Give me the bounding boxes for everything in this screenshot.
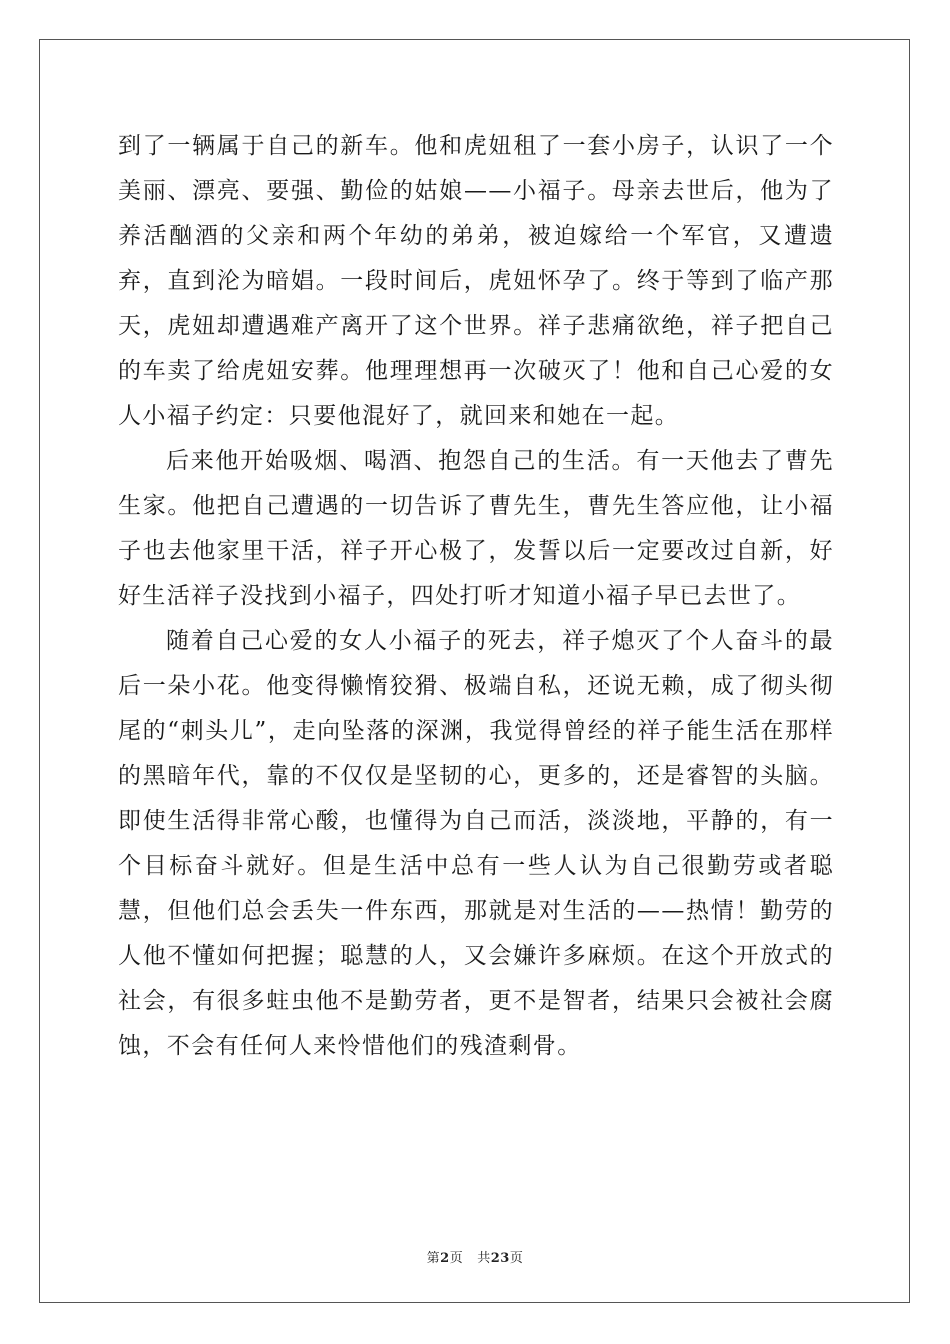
page-suffix: 页 <box>449 1251 464 1266</box>
page-prefix: 第 <box>426 1251 441 1266</box>
document-body <box>118 124 834 1069</box>
total-suffix: 页 <box>509 1251 524 1266</box>
paragraph-1: 到了一辆属于自己的新车。他和虎妞租了一套小房子，认识了一个美丽、漂亮、要强、勤俭的姑娘——小福子。母亲去世后，他为了养活酗酒的父亲和两个年幼的弟弟，被迫嫁给一个军官，又遭遗弃，直到沦为暗娼。一段时间后，虎妞怀孕了。终于等到了临产那天，虎妞却遭遇难产离开了这个世界。祥子悲痛欲绝，祥子把自己的车卖了给虎妞安葬。他理理想再一次破灭了！他和自己心爱的女人小福子约定：只要他混好了，就回来和她在一起。 <box>118 133 834 429</box>
page-footer <box>0 1247 950 1266</box>
paragraph-2: 后来他开始吸烟、喝酒、抱怨自己的生活。有一天他去了曹先生家。他把自己遭遇的一切告诉了曹先生，曹先生答应他，让小福子也去他家里干活，祥子开心极了，发誓以后一定要改过自新，好好生活祥子没找到小福子，四处打听才知道小福子早已去世了。 <box>118 448 834 609</box>
page-current-number: 2 <box>440 1251 450 1266</box>
total-prefix: 共 <box>477 1251 491 1266</box>
paragraph-3: 随着自己心爱的女人小福子的死去，祥子熄灭了个人奋斗的最后一朵小花。他变得懒惰狡猾、极端自私，还说无赖，成了彻头彻尾的“刺头儿”，走向坠落的深渊，我觉得曾经的祥子能生活在那样的黑暗年代，靠的不仅仅是坚韧的心，更多的，还是睿智的头脑。即使生活得非常心酸，也懂得为自己而活，淡淡地，平静的，有一个目标奋斗就好。但是生活中总有一些人认为自己很勤劳或者聪慧，但他们总会丢失一件东西，那就是对生活的——热情！勤劳的人他不懂如何把握；聪慧的人，又会嫌许多麻烦。在这个开放式的社会，有很多蛀虫他不是勤劳者，更不是智者，结果只会被社会腐蚀，不会有任何人来怜惜他们的残渣剩骨。 <box>118 628 834 1059</box>
page-total-number: 23 <box>490 1251 510 1266</box>
